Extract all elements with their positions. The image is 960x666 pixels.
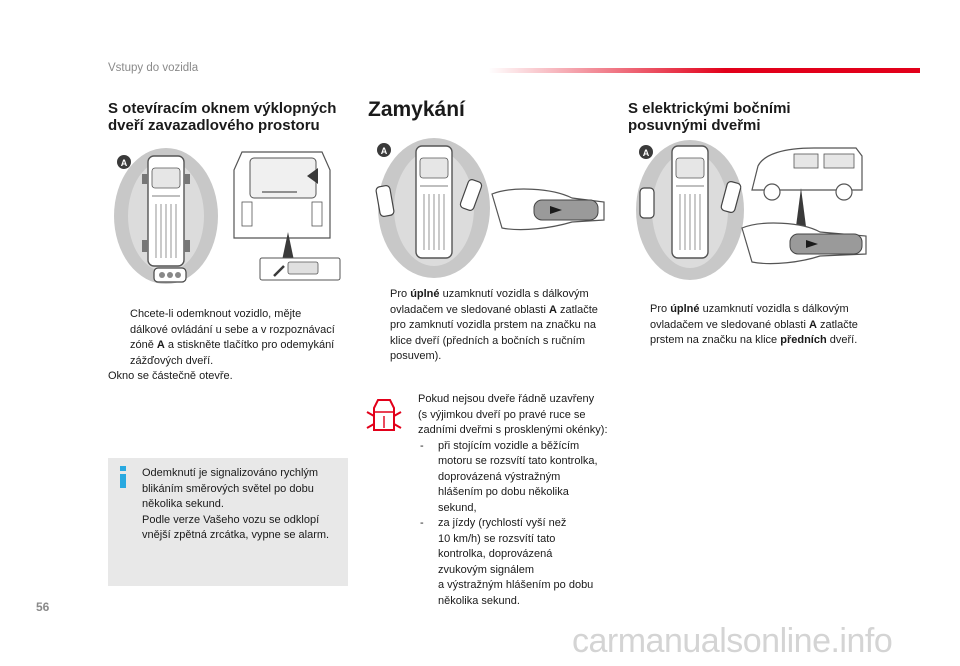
key-fob xyxy=(640,188,654,218)
col1-title: S otevíracím oknem výklopných dveří zavazadlového prostoru xyxy=(108,100,337,134)
section-title: Vstupy do vozidla xyxy=(108,62,199,74)
zone-label-a-text: A xyxy=(120,158,128,168)
van-side-view xyxy=(752,148,862,200)
col1-after-text: Okno se částečně otevře. xyxy=(108,370,233,382)
header-accent-bar xyxy=(488,68,920,73)
info-box: Odemknutí je signalizováno rychlým blikáním směrových světel po dobu několika sekund. Podle verze Vašeho vozu se odklopí vnější zpětná zrcátka, vypne se alarm. xyxy=(108,458,348,586)
col3-bullet-paragraph: Pro úplné uzamknutí vozidla s dálkovým ovladačem ve sledované oblasti A zatlačte prstem na značku na klice předních dveří. xyxy=(650,303,858,346)
watermark: carmanualsonline.info xyxy=(572,622,893,660)
info-icon xyxy=(118,466,128,488)
van-top-view xyxy=(672,146,708,258)
door-handle-hand xyxy=(492,189,604,230)
van-top-view xyxy=(416,146,452,258)
van-top-view xyxy=(142,156,190,266)
figure-tailgate-window xyxy=(112,140,352,290)
zone-label-a-text: A xyxy=(380,146,388,156)
col2-title: Zamykání xyxy=(368,98,465,121)
tailgate-button-closeup xyxy=(260,258,340,280)
col1-bullet-paragraph: Chcete-li odemknout vozidlo, mějte dálkové ovládání u sebe a v rozpoznávací zóně A a stiskněte tlačítko pro odemykání zážďových dveří. Okno se částečně otevře. xyxy=(108,307,358,385)
tailgate-rear-view xyxy=(234,152,330,270)
figure-locking xyxy=(372,136,612,284)
warning-list-item: - za jízdy (rychlostí vyší než 10 km/h) se rozsvítí tato kontrolka, doprovázená zvukovým signálem a výstražným hlášením po dobu několika sekund. xyxy=(420,517,594,607)
col2-bullet-paragraph: Pro úplné uzamknutí vozidla s dálkovým ovladačem ve sledované oblasti A zatlačte pro zamknutí vozidla prstem na značku na klice dveří (předních a bočních s ručním posuvem). xyxy=(390,288,598,362)
door-handle-hand xyxy=(742,223,866,264)
car-doors-warning-icon xyxy=(366,396,402,436)
page-number: 56 xyxy=(36,600,50,614)
warning-text: Pokud nejsou dveře řádně uzavřeny (s výjimkou dveří po pravé ruce se zadními dveřmi s prosklenými okénky): - při stojícím vozidle a běžícím motoru se rozsvítí tato kontrolka, doprovázená výstražným hlášením po dobu několika sekund, - za jízdy (rychlostí vyší než 10 km/h) se rozsvítí tato kontrolka, doprovázená zvukovým signálem a výstražným hlášením po dobu několika sekund. xyxy=(418,392,618,609)
col3-title: S elektrickými bočními posuvnými dveřmi xyxy=(628,100,791,134)
key-fob xyxy=(154,268,186,282)
figure-sliding-doors xyxy=(634,136,874,286)
zone-label-a-text: A xyxy=(642,148,650,158)
warning-list-item: - při stojícím vozidle a běžícím motoru se rozsvítí tato kontrolka, doprovázená výstražným hlášením po dobu několika sekund, xyxy=(420,439,598,514)
